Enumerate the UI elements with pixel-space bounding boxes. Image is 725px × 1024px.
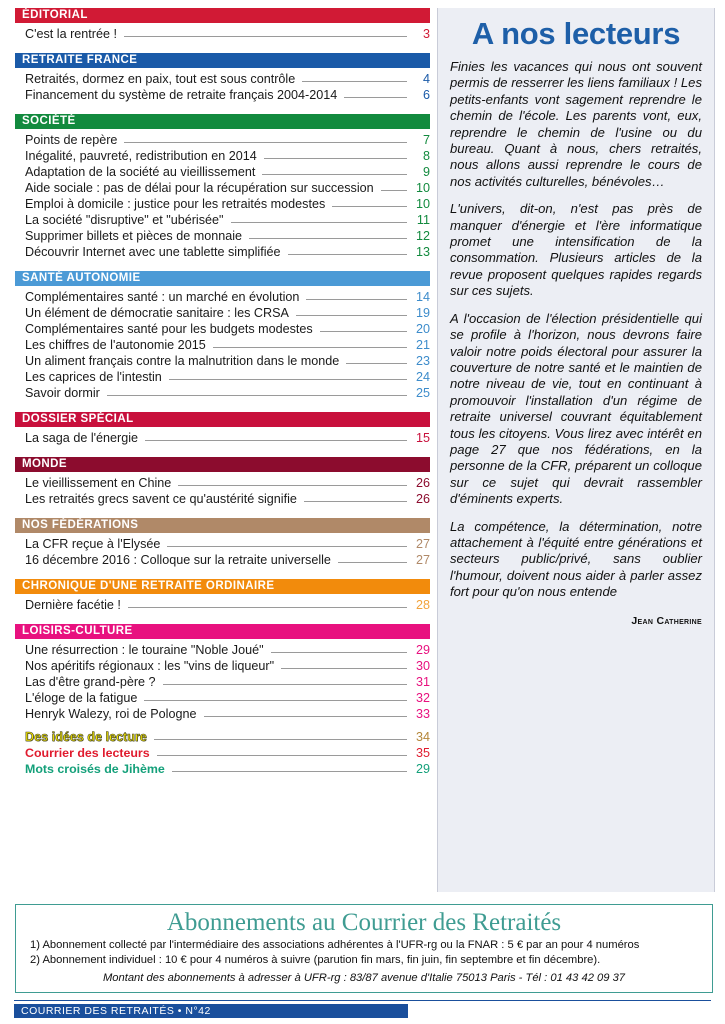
section-header-retraite-france: RETRAITE FRANCE [15,53,430,68]
section-header-chronique: CHRONIQUE D'UNE RETRAITE ORDINAIRE [15,579,430,594]
toc-entry-page: 14 [415,290,430,304]
toc-entry-page: 34 [415,730,430,744]
toc-leader-line [169,378,407,380]
toc-leader-line [172,770,407,772]
toc-entry[interactable] [15,643,430,657]
toc-leader-line [249,237,407,239]
toc-entry-page: 12 [415,229,430,243]
toc-entry-page: 32 [415,691,430,705]
toc-entry-title: C'est la rentrée ! [25,27,117,41]
toc-entry[interactable] [15,476,430,490]
toc-entry-title: Supprimer billets et pièces de monnaie [25,229,243,243]
toc-entry[interactable] [15,165,430,179]
toc-leader-line [128,606,407,608]
toc-entry[interactable] [15,322,430,336]
toc-entry-page: 25 [415,386,430,400]
toc-entry-title: La saga de l'énergie [25,431,139,445]
toc-leader-line [302,80,407,82]
toc-entry-title: Adaptation de la société au vieillissement [25,165,256,179]
toc-entry-page: 4 [422,72,430,86]
toc-entry-page: 9 [422,165,430,179]
toc-leader-line [346,362,407,364]
section-header-sante-autonomie: SANTÉ AUTONOMIE [15,271,430,286]
section-header-loisirs-culture: LOISIRS-CULTURE [15,624,430,639]
toc-entry-page: 23 [415,354,430,368]
toc-entry-page: 7 [422,133,430,147]
toc-leader-line [163,683,407,685]
toc-leader-line [296,314,407,316]
toc-leader-line [107,394,407,396]
toc-entry[interactable] [15,149,430,163]
toc-leader-line [204,715,408,717]
toc-entry-page: 26 [415,476,430,490]
toc-entry-title: Las d'être grand-père ? [25,675,156,689]
toc-leader-line [145,439,407,441]
footer-label: COURRIER DES RETRAITÉS • N°42 [14,1004,408,1018]
toc-entry[interactable] [15,746,430,760]
toc-leader-line [167,545,407,547]
toc-entry[interactable] [15,88,430,102]
toc-leader-line [178,484,407,486]
toc-entry-title: Complémentaires santé pour les budgets modestes [25,322,313,336]
toc-leader-line [154,738,407,740]
toc-leader-line [288,253,407,255]
toc-entry-title: Une résurrection : le touraine "Noble Joué" [25,643,264,657]
toc-entry[interactable] [15,72,430,86]
toc-section-nos-federations [15,518,430,567]
toc-entry-page: 11 [416,213,430,227]
toc-entry-page: 31 [415,675,430,689]
toc-entry-title: Des idées de lecture [25,730,147,744]
toc-entry-page: 8 [422,149,430,163]
subscription-box [15,904,713,993]
toc-section-monde [15,457,430,506]
toc-entry[interactable] [15,598,430,612]
toc-leader-line [271,651,407,653]
toc-entry-page: 30 [415,659,430,673]
toc-entry-title: Savoir dormir [25,386,100,400]
toc-entry-page: 33 [415,707,430,721]
toc-entry-page: 13 [415,245,430,259]
toc-section-societe [15,114,430,259]
toc-leader-line [306,298,407,300]
toc-entry[interactable] [15,431,430,445]
toc-entry-page: 6 [422,88,430,102]
toc-entry[interactable] [15,229,430,243]
subscription-address: Montant des abonnements à adresser à UFR-rg : 83/87 avenue d'Italie 75013 Paris - Tél : 01 43 42 09 37 [102,972,626,985]
editorial-paragraph-2: L'univers, dit-on, n'est pas près de manquer d'énergie et l'ère informatique promet une intensification de la consommation. Plusieurs articles de la revue proposent quelques rapides regards sur ces sujets. [450,201,702,299]
toc-entry-page: 10 [415,197,430,211]
toc-entry-title: Un aliment français contre la malnutrition dans le monde [25,354,340,368]
toc-entry[interactable] [15,181,430,195]
toc-entry-title: Henryk Walezy, roi de Pologne [25,707,197,721]
editorial-column [437,8,715,892]
page-footer [0,1000,725,1018]
toc-entry[interactable] [15,492,430,506]
toc-entry-title: La société "disruptive" et "ubérisée" [25,213,224,227]
toc-entry-page: 3 [422,27,430,41]
section-header-dossier-special: DOSSIER SPÉCIAL [15,412,430,427]
toc-leader-line [124,35,407,37]
toc-entry[interactable] [15,197,430,211]
toc-section-retraite-france [15,53,430,102]
editorial-paragraph-1: Finies les vacances qui nous ont souvent permis de resserrer les liens familiaux ! Les petits-enfants vont sagement reprendre le chemin de l'école. Les parents vont, eux, reprendre le chemin de l'usine ou du bureau. Quant à nous, chers retraités, nous allons aussi reprendre le cours de nos activités culturelles, bénévoles… [450,59,702,189]
toc-entry-title: Mots croisés de Jihème [25,762,165,776]
toc-entry-title: Dernière facétie ! [25,598,121,612]
toc-entry[interactable] [15,730,430,744]
toc-entry-title: Retraités, dormez en paix, tout est sous contrôle [25,72,296,86]
toc-entry[interactable] [15,290,430,304]
toc-entry[interactable] [15,245,430,259]
toc-entry-title: Aide sociale : pas de délai pour la récupération sur succession [25,181,374,195]
toc-entry-page: 10 [415,181,430,195]
toc-entry[interactable] [15,370,430,384]
toc-section-loisirs-culture [15,624,430,776]
subscription-line-2: 2) Abonnement individuel : 10 € pour 4 numéros à suivre (parution fin mars, fin juin, fin septembre et fin décembre). [30,954,601,967]
editorial-signature: Jean Catherine [631,614,702,627]
toc-entry-title: Financement du système de retraite français 2004-2014 [25,88,338,102]
toc-entry-title: Découvrir Internet avec une tablette simplifiée [25,245,281,259]
toc-entry-title: Inégalité, pauvreté, redistribution en 2014 [25,149,257,163]
toc-entry-page: 27 [415,553,430,567]
toc-entry-title: Les chiffres de l'autonomie 2015 [25,338,206,352]
toc-leader-line [144,699,407,701]
toc-entry-page: 29 [415,762,430,776]
toc-entry-title: Nos apéritifs régionaux : les "vins de liqueur" [25,659,275,673]
toc-section-chronique [15,579,430,612]
toc-entry-title: Les caprices de l'intestin [25,370,162,384]
toc-entry[interactable] [15,762,430,776]
subscription-title: Abonnements au Courrier des Retraités [166,909,562,936]
toc-entry-title: 16 décembre 2016 : Colloque sur la retraite universelle [25,553,331,567]
toc-entry-title: L'éloge de la fatigue [25,691,138,705]
subscription-line-1: 1) Abonnement collecté par l'intermédiaire des associations adhérentes à l'UFR-rg ou la FNAR : 5 € par an pour 4 numéros [30,939,640,952]
table-of-contents [10,8,430,892]
toc-leader-line [231,221,408,223]
toc-entry-title: Les retraités grecs savent ce qu'austérité signifie [25,492,297,506]
editorial-heading: A nos lecteurs [471,16,681,51]
toc-entry[interactable] [15,537,430,551]
editorial-paragraph-4: La compétence, la détermination, notre attachement à l'équité entre générations et secteurs public/privé, sans oublier l'humour, doivent nous aider à parler assez fort pour qu'on nous entende [450,518,702,600]
toc-entry[interactable] [15,354,430,368]
toc-entry[interactable] [15,213,430,227]
toc-entry-title: Points de repère [25,133,118,147]
toc-entry-title: La CFR reçue à l'Elysée [25,537,161,551]
toc-leader-line [281,667,407,669]
toc-entry[interactable] [15,553,430,567]
toc-leader-line [262,173,407,175]
toc-entry-page: 20 [415,322,430,336]
toc-leader-line [264,157,407,159]
section-header-nos-federations: NOS FÉDÉRATIONS [15,518,430,533]
section-header-editorial: ÉDITORIAL [15,8,430,23]
toc-entry[interactable] [15,675,430,689]
toc-entry-page: 28 [415,598,430,612]
footer-rule [14,1000,711,1001]
toc-entry-title: Complémentaires santé : un marché en évolution [25,290,300,304]
toc-leader-line [157,754,407,756]
toc-leader-line [304,500,407,502]
editorial-body [450,59,702,601]
toc-entry[interactable] [15,27,430,41]
toc-entry-page: 29 [415,643,430,657]
toc-entry-page: 19 [415,306,430,320]
toc-entry-page: 21 [415,338,430,352]
toc-entry-title: Un élément de démocratie sanitaire : les CRSA [25,306,289,320]
toc-leader-line [124,141,407,143]
section-header-societe: SOCIÉTÉ [15,114,430,129]
toc-section-editorial [15,8,430,41]
toc-leader-line [338,561,407,563]
toc-entry-page: 15 [415,431,430,445]
toc-entry-page: 24 [415,370,430,384]
toc-entry[interactable] [15,306,430,320]
toc-entry-title: Le vieillissement en Chine [25,476,172,490]
toc-entry[interactable] [15,386,430,400]
toc-entry-page: 26 [415,492,430,506]
editorial-paragraph-3: A l'occasion de l'élection présidentielle qui se profile à l'horizon, nous devrons faire valoir notre poids électoral pour assurer la couverture de notre santé et le maintien de notre niveau de vie, tout en continuant à promouvoir l'installation d'un régime de retraite universel couvrant équitablement tous les citoyens. Vous lirez avec intérêt en page 27 que nos fédérations, en la personne de la CFR, préparent un colloque sur ce sujet qui devrait rassembler d'éminents experts. [450,310,702,507]
toc-section-sante-autonomie [15,271,430,400]
toc-entry[interactable] [15,338,430,352]
toc-entry[interactable] [15,707,430,721]
toc-entry[interactable] [15,659,430,673]
toc-leader-line [344,96,407,98]
toc-leader-line [381,189,407,191]
toc-entry-page: 35 [415,746,430,760]
toc-entry-title: Emploi à domicile : justice pour les retraités modestes [25,197,326,211]
section-header-monde: MONDE [15,457,430,472]
toc-section-dossier-special [15,412,430,445]
toc-leader-line [332,205,407,207]
toc-spacer [15,723,430,730]
toc-entry-title: Courrier des lecteurs [25,746,150,760]
toc-entry[interactable] [15,691,430,705]
toc-leader-line [320,330,407,332]
toc-entry-page: 27 [415,537,430,551]
toc-leader-line [213,346,407,348]
toc-entry[interactable] [15,133,430,147]
